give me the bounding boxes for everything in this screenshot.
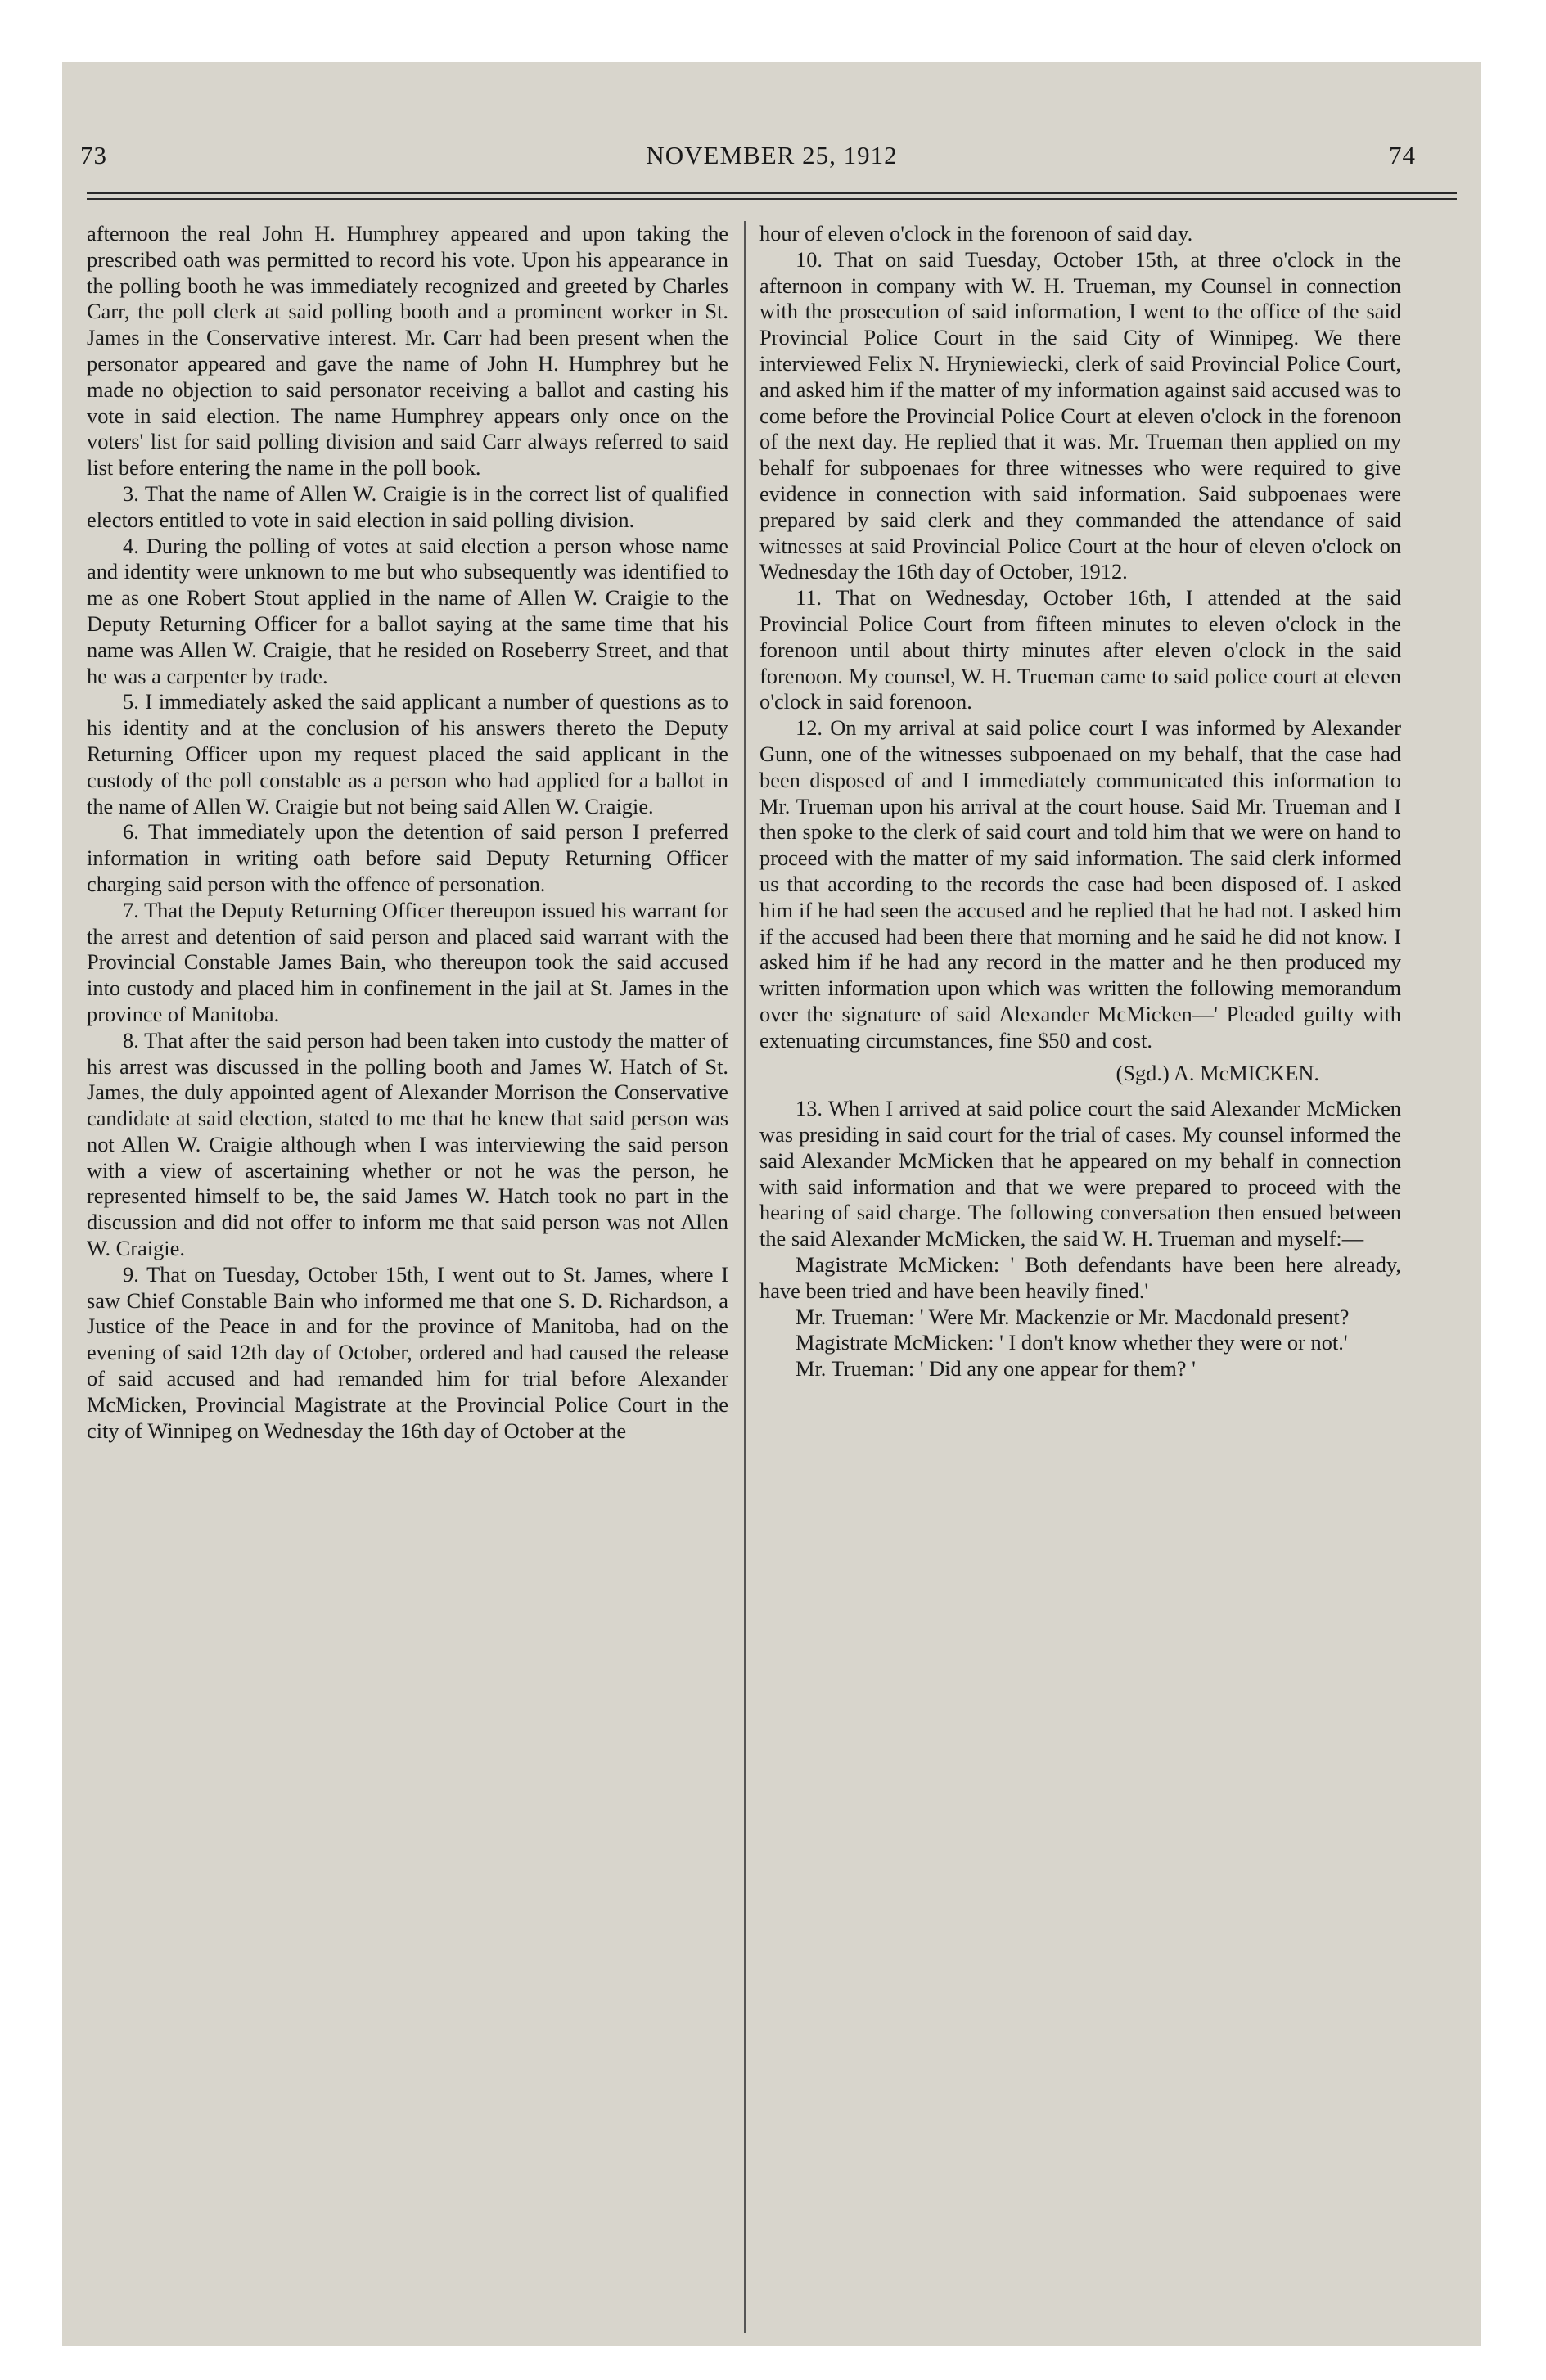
header-rule [87, 192, 1457, 194]
page-number-right: 74 [1389, 141, 1416, 169]
dialogue-line: Magistrate McMicken: ' Both defendants have been here already, have been tried and have been heavily fined.' [759, 1252, 1401, 1303]
paragraph: 10. That on said Tuesday, October 15th, at three o'clock in the afternoon in company with W. H. Trueman, my Counsel in connection with the prosecution of said information, I went to the office of the said Provincial Police Court in the said City of Winnipeg. We there interviewed Felix N. Hryniewiecki, clerk of said Provincial Police Court, and asked him if the matter of my information against said accused was to come before the Provincial Police Court at eleven o'clock in the forenoon of the next day. He replied that it was. Mr. Trueman then applied on my behalf for subpoenaes for three witnesses who were required to give evidence in connection with said information. Said subpoenaes were prepared by said clerk and they commanded the attendance of said witnesses at said Provincial Police Court at the hour of eleven o'clock on Wednesday the 16th day of October, 1912. [759, 246, 1401, 584]
paragraph: afternoon the real John H. Humphrey appeared and upon taking the prescribed oath was permitted to record his vote. Upon his appearance in the polling booth he was immediately recognized and greeted by Charles Carr, the poll clerk at said polling booth and a prominent worker in St. James in the Conservative interest. Mr. Carr had been present when the personator appeared and gave the name of John H. Humphrey but he made no objection to said personator receiving a ballot and casting his vote in said election. The name Humphrey appears only once on the voters' list for said polling division and said Carr always referred to said list before entering the name in the poll book. [87, 221, 728, 480]
dialogue-line: Mr. Trueman: ' Did any one appear for them? ' [796, 1356, 1196, 1382]
page-header [62, 141, 1481, 174]
paragraph: hour of eleven o'clock in the forenoon of said day. [759, 221, 1193, 246]
paragraph: 13. When I arrived at said police court the said Alexander McMicken was presiding in said court for the trial of cases. My counsel informed the said Alexander McMicken that he appeared on my behalf in connection with said information and that we were prepared to proceed with the hearing of said charge. The following conversation then ensued between the said Alexander McMicken, the said W. H. Trueman and myself:— [759, 1096, 1401, 1251]
paragraph: 9. That on Tuesday, October 15th, I went out to St. James, where I saw Chief Constable Bain who informed me that one S. D. Richardson, a Justice of the Peace in and for the province of Manitoba, had on the evening of said 12th day of October, ordered and had caused the release of said accused and had remanded him for trial before Alexander McMicken, Provincial Magistrate at the Provincial Police Court in the city of Winnipeg on Wednesday the 16th day of October at the [87, 1261, 728, 1443]
paragraph: 6. That immediately upon the detention of said person I preferred information in writing oath before said Deputy Returning Officer charging said person with the offence of personation. [87, 819, 728, 896]
scanned-page [62, 62, 1481, 2346]
header-rule-second [87, 198, 1457, 200]
dialogue-line: Magistrate McMicken: ' I don't know whether they were or not.' [796, 1330, 1348, 1355]
paragraph: 4. During the polling of votes at said election a person whose name and identity were unknown to me but who subsequently was identified to me as one Robert Stout applied in the name of Allen W. Craigie to the Deputy Returning Officer for a ballot saying at the same time that his name was Allen W. Craigie, that he resided on Roseberry Street, and that he was a carpenter by trade. [87, 533, 728, 688]
paragraph: 8. That after the said person had been taken into custody the matter of his arrest was discussed in the polling booth and James W. Hatch of St. James, the duly appointed agent of Alexander Morrison the Conservative candidate at said election, stated to me that he knew that said person was not Allen W. Craigie although when I was interviewing the said person with a view of ascertaining whether or not he was the person, he represented himself to be, the said James W. Hatch took no part in the discussion and did not offer to inform me that said person was not Allen W. Craigie. [87, 1027, 728, 1261]
paragraph: 3. That the name of Allen W. Craigie is in the correct list of qualified electors entitled to vote in said election in said polling division. [87, 480, 728, 532]
column-divider [744, 221, 746, 2333]
header-date: NOVEMBER 25, 1912 [646, 141, 898, 169]
left-column [87, 221, 728, 1444]
signature-line: (Sgd.) A. McMICKEN. [1116, 1060, 1319, 1085]
paragraph: 7. That the Deputy Returning Officer thereupon issued his warrant for the arrest and detention of said person and placed said warrant with the Provincial Constable James Bain, who thereupon took the said accused into custody and placed him in confinement in the jail at St. James in the province of Manitoba. [87, 897, 728, 1026]
paragraph: 11. That on Wednesday, October 16th, I attended at the said Provincial Police Court from fifteen minutes to eleven o'clock in the forenoon until about thirty minutes after eleven o'clock in the said forenoon. My counsel, W. H. Trueman came to said police court at eleven o'clock in said forenoon. [759, 585, 1401, 714]
right-column [759, 221, 1401, 1382]
page-number-left: 73 [80, 141, 107, 169]
dialogue-line: Mr. Trueman: ' Were Mr. Mackenzie or Mr. Macdonald present? [796, 1304, 1350, 1329]
paragraph: 5. I immediately asked the said applicant a number of questions as to his identity and at the conclusion of his answers thereto the Deputy Returning Officer upon my request placed the said applicant in the custody of the poll constable as a person who had applied for a ballot in the name of Allen W. Craigie but not being said Allen W. Craigie. [87, 689, 728, 818]
paragraph: 12. On my arrival at said police court I was informed by Alexander Gunn, one of the witnesses subpoenaed on my behalf, that the case had been disposed of and I immediately communicated this information to Mr. Trueman upon his arrival at the court house. Said Mr. Trueman and I then spoke to the clerk of said court and told him that we were on hand to proceed with the matter of my said information. The said clerk informed us that according to the records the case had been disposed of. I asked him if he had seen the accused and he replied that he had not. I asked him if the accused had been there that morning and he said he did not know. I asked him if he had any record in the matter and he then produced my written information upon which was written the following memorandum over the signature of said Alexander McMicken—' Pleaded guilty with extenuating circumstances, fine $50 and cost. [759, 715, 1401, 1053]
